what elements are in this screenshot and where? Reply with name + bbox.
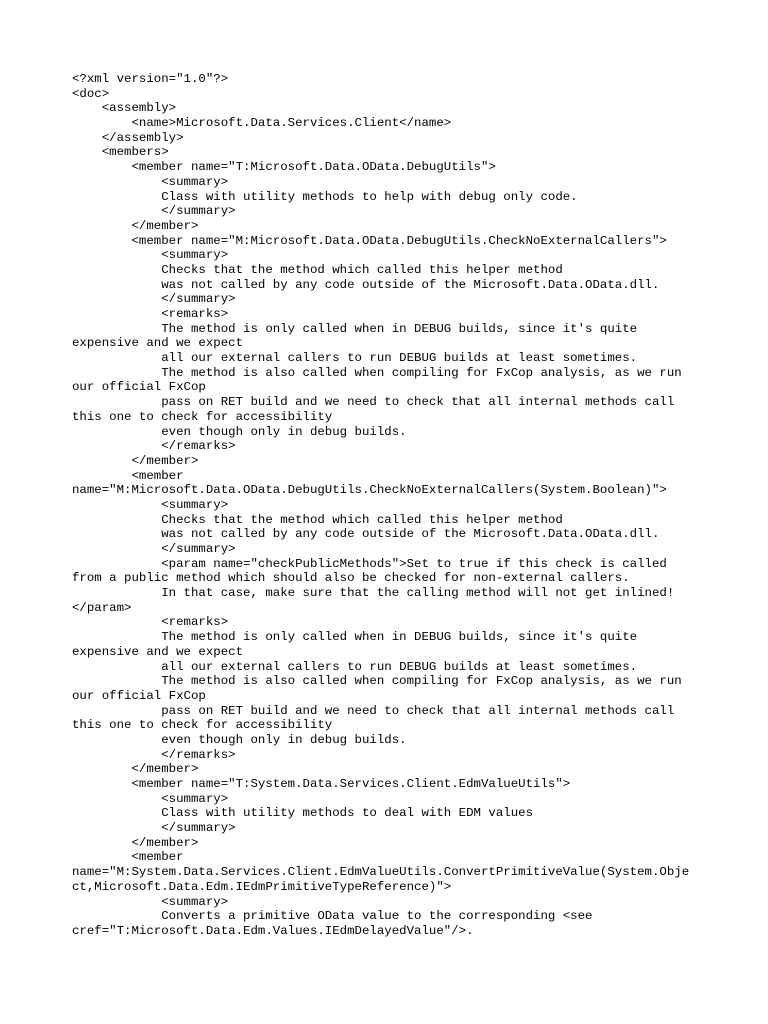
code-line: Checks that the method which called this helper method	[72, 512, 563, 527]
code-line: <summary>	[72, 174, 229, 189]
code-line: from a public method which should also be checked for non-external callers.	[72, 571, 630, 586]
code-line: was not called by any code outside of the Microsoft.Data.OData.dll.	[72, 277, 660, 292]
code-line: <name>Microsoft.Data.Services.Client</name>	[72, 116, 452, 131]
code-line: </remarks>	[72, 747, 236, 762]
code-line: <summary>	[72, 497, 229, 512]
code-line: <member name="M:Microsoft.Data.OData.DebugUtils.CheckNoExternalCallers">	[72, 233, 667, 248]
code-line: <assembly>	[72, 101, 177, 116]
code-line: </param>	[72, 600, 132, 615]
code-line: <remarks>	[72, 615, 229, 630]
code-line: our official FxCop	[72, 380, 206, 395]
code-line: pass on RET build and we need to check that all internal methods call	[72, 703, 675, 718]
code-line: Class with utility methods to deal with EDM values	[72, 806, 534, 821]
code-line: The method is also called when compiling for FxCop analysis, as we run	[72, 365, 682, 380]
code-line: even though only in debug builds.	[72, 732, 407, 747]
code-line: <summary>	[72, 894, 229, 909]
code-line: Converts a primitive OData value to the corresponding <see	[72, 909, 593, 924]
code-line: <summary>	[72, 248, 229, 263]
code-line: cref="T:Microsoft.Data.Edm.Values.IEdmDelayedValue"/>.	[72, 923, 474, 938]
code-line: </member>	[72, 453, 199, 468]
code-line: <member name="T:Microsoft.Data.OData.DebugUtils">	[72, 160, 496, 175]
code-line: this one to check for accessibility	[72, 409, 333, 424]
code-line: The method is only called when in DEBUG builds, since it's quite	[72, 630, 638, 645]
code-line: <member	[72, 468, 184, 483]
code-line: </summary>	[72, 292, 236, 307]
code-line: <param name="checkPublicMethods">Set to true if this check is called	[72, 556, 667, 571]
code-line: all our external callers to run DEBUG builds at least sometimes.	[72, 351, 638, 366]
code-line: <member name="T:System.Data.Services.Client.EdmValueUtils">	[72, 777, 571, 791]
code-line: </summary>	[72, 204, 236, 219]
code-line: </member>	[72, 835, 199, 850]
code-line: even though only in debug builds.	[72, 424, 407, 439]
code-line: <remarks>	[72, 307, 229, 321]
code-line: name="M:Microsoft.Data.OData.DebugUtils.CheckNoExternalCallers(System.Boolean)">	[72, 483, 667, 498]
code-line: name="M:System.Data.Services.Client.EdmValueUtils.ConvertPrimitiveValue(System.Obje	[72, 865, 690, 880]
code-line: The method is also called when compiling for FxCop analysis, as we run	[72, 674, 682, 689]
code-line: <?xml version="1.0"?>	[72, 72, 229, 86]
code-line: </member>	[72, 762, 199, 777]
code-line: </member>	[72, 218, 199, 233]
code-line: </summary>	[72, 821, 236, 836]
code-line: </summary>	[72, 542, 236, 556]
code-line: Checks that the method which called this helper method	[72, 262, 563, 277]
code-line: expensive and we expect	[72, 644, 244, 659]
code-line: was not called by any code outside of the Microsoft.Data.OData.dll.	[72, 527, 660, 542]
code-line: our official FxCop	[72, 688, 206, 703]
code-line: ct,Microsoft.Data.Edm.IEdmPrimitiveTypeReference)">	[72, 879, 452, 894]
code-line: this one to check for accessibility	[72, 718, 333, 733]
code-line: The method is only called when in DEBUG builds, since it's quite	[72, 321, 638, 336]
code-line: </remarks>	[72, 439, 236, 454]
xml-code-listing	[72, 72, 712, 939]
code-line: pass on RET build and we need to check that all internal methods call	[72, 395, 675, 410]
code-line: <summary>	[72, 791, 229, 806]
code-line: In that case, make sure that the calling method will not get inlined!	[72, 586, 675, 601]
code-line: all our external callers to run DEBUG builds at least sometimes.	[72, 659, 638, 674]
code-line: Class with utility methods to help with debug only code.	[72, 189, 578, 204]
code-line: <members>	[72, 145, 169, 160]
code-line: <member	[72, 850, 184, 865]
code-line: expensive and we expect	[72, 336, 244, 351]
code-line: <doc>	[72, 86, 110, 101]
code-line: </assembly>	[72, 130, 184, 145]
